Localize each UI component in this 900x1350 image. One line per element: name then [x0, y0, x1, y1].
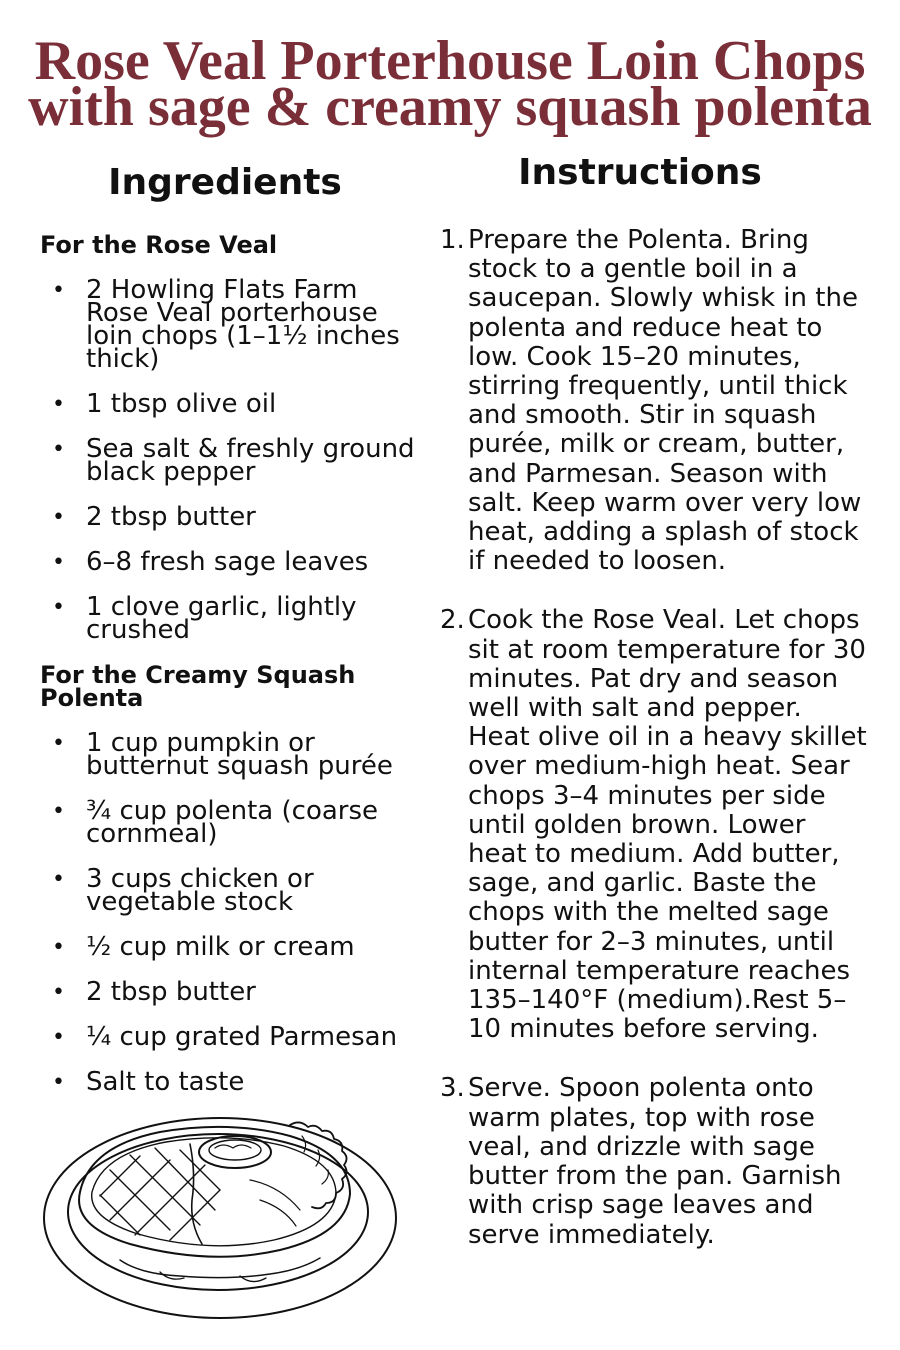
instructions-heading: Instructions [518, 152, 762, 193]
list-item: • ¾ cup polenta (coarse cornmeal) [52, 796, 379, 849]
bullet-icon: • [52, 935, 65, 960]
instruction-step [440, 606, 870, 1044]
squash-polenta-subheading: For the Creamy Squash Polenta [40, 661, 356, 712]
list-item: • 2 Howling Flats Farm Rose Veal porterhouse loin chops (1–1½ inches thick) [52, 275, 400, 374]
recipe-title-line-1: Rose Veal Porterhouse Loin Chops [34, 30, 866, 92]
instruction-steps [440, 226, 870, 1250]
list-item: • 1 cup pumpkin or butternut squash purée [52, 728, 393, 781]
bullet-icon: • [52, 867, 65, 892]
list-item: • 1 tbsp olive oil [52, 389, 277, 419]
step-number: 1. [440, 225, 465, 255]
list-item: • 6–8 fresh sage leaves [52, 547, 369, 577]
bullet-icon: • [52, 1025, 65, 1050]
bullet-icon: • [52, 731, 65, 756]
bullet-icon: • [52, 437, 65, 462]
list-item: • 2 tbsp butter [52, 502, 256, 532]
plated-chop-illustration-icon [40, 1100, 410, 1330]
bullet-icon: • [52, 595, 65, 620]
list-item: • 1 clove garlic, lightly crushed [52, 592, 357, 645]
instructions-column [440, 150, 870, 1280]
bullet-icon: • [52, 505, 65, 530]
instruction-step [440, 226, 870, 576]
bullet-icon: • [52, 550, 65, 575]
step-text: Prepare the Polenta. Bring stock to a gentle boil in a saucepan. Slowly whisk in the polenta and reduce heat to low. Cook 15–20 minutes, stirring frequently, until thick and smooth. Stir in squash purée, milk or cream, butter, and Parmesan. Season with salt. Keep warm over very low heat, adding a splash of stock if needed to loosen. [468, 225, 862, 577]
list-item: • Salt to taste [52, 1067, 245, 1097]
bullet-icon: • [52, 1070, 65, 1095]
step-text: Cook the Rose Veal. Let chops sit at room temperature for 30 minutes. Pat dry and season well with salt and pepper. Heat olive oil in a heavy skillet over medium-high heat. Sear chops 3–4 minutes per side until golden brown. Lower heat to medium. Add butter, sage, and garlic. Baste the chops with the melted sage butter for 2–3 minutes, until internal temperature reaches 135–140°F (medium).Rest 5–10 minutes before serving. [468, 605, 867, 1045]
list-item: • Sea salt & freshly ground black pepper [52, 434, 415, 487]
list-item: • ½ cup milk or cream [52, 932, 355, 962]
step-text: Serve. Spoon polenta onto warm plates, top with rose veal, and drizzle with sage butter from the pan. Garnish with crisp sage leaves and serve immediately. [468, 1073, 842, 1250]
list-item: • ¼ cup grated Parmesan [52, 1022, 398, 1052]
step-number: 2. [440, 605, 465, 636]
ingredients-heading: Ingredients [108, 162, 342, 203]
step-number: 3. [440, 1073, 465, 1104]
bullet-icon: • [52, 278, 65, 303]
bullet-icon: • [52, 980, 65, 1005]
instruction-step [440, 1074, 870, 1249]
polenta-ingredient-list [40, 728, 420, 1097]
ingredients-column [40, 160, 420, 1116]
bullet-icon: • [52, 799, 65, 824]
list-item: • 3 cups chicken or vegetable stock [52, 864, 314, 917]
list-item: • 2 tbsp butter [52, 977, 256, 1007]
rose-veal-ingredient-list [40, 275, 420, 645]
recipe-title-line-2: with sage & creamy squash polenta [28, 76, 872, 138]
rose-veal-subheading: For the Rose Veal [40, 231, 278, 259]
bullet-icon: • [52, 392, 65, 417]
recipe-title [0, 30, 900, 138]
